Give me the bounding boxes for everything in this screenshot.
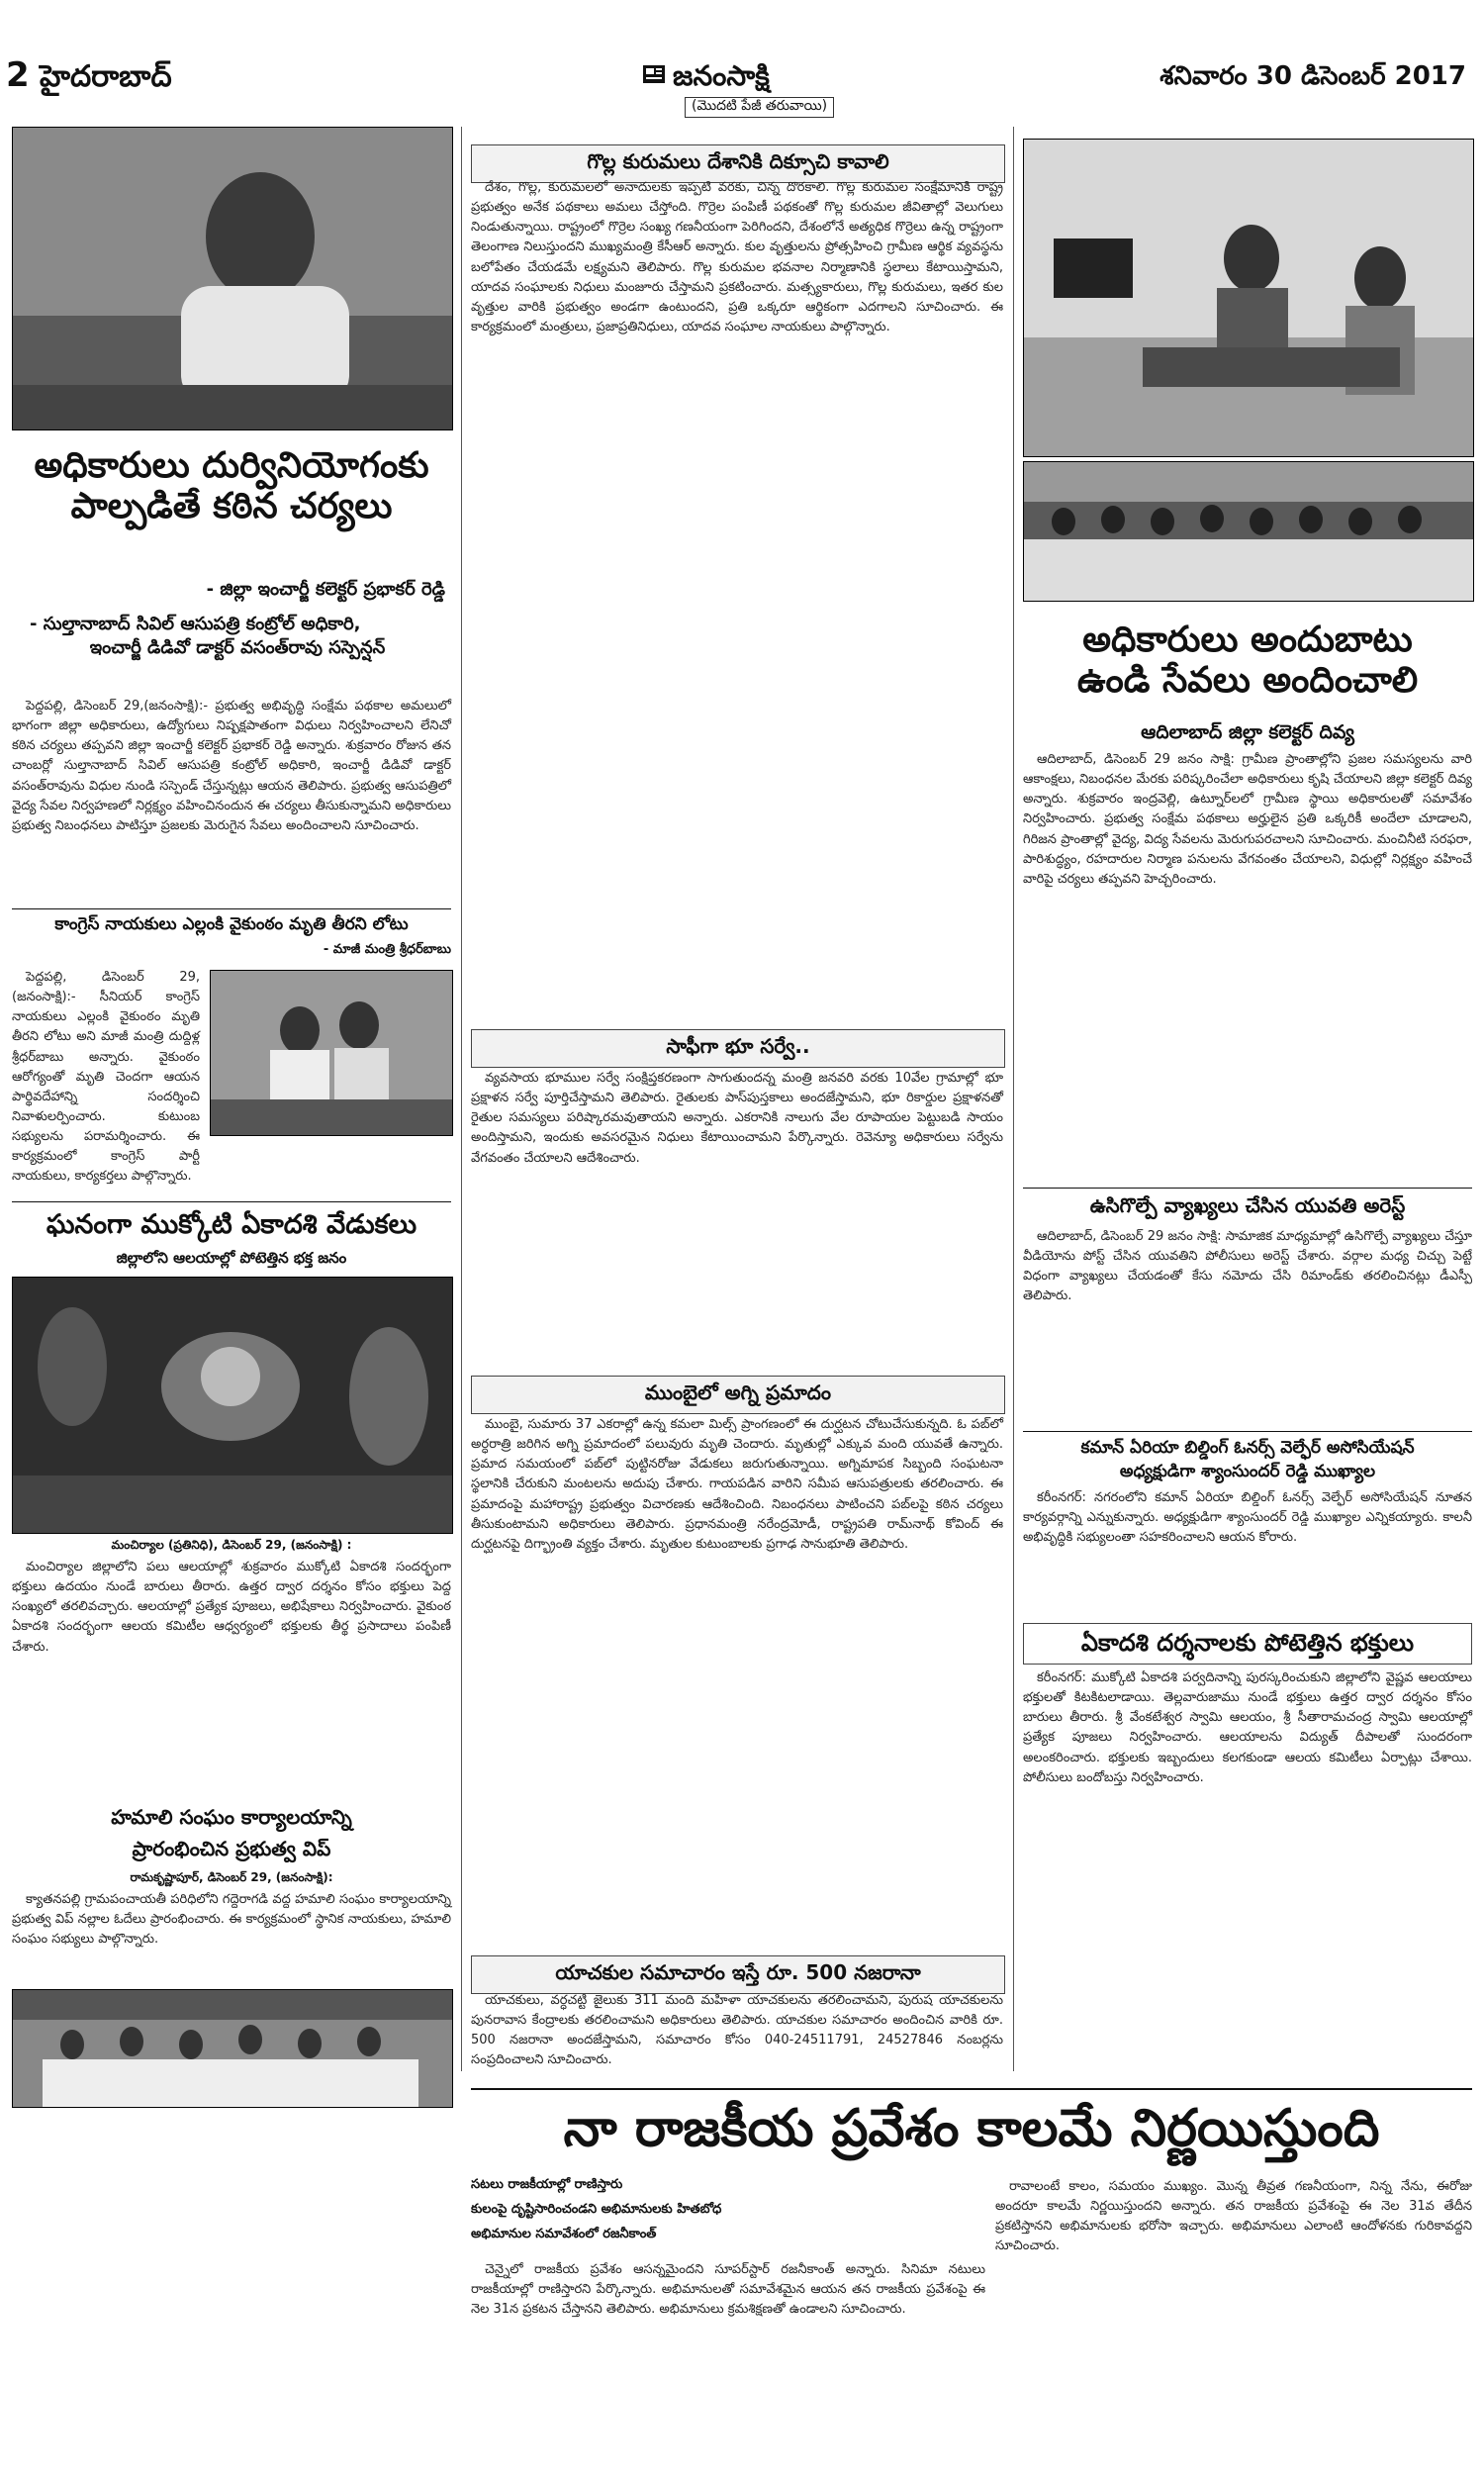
headline-line: అధ్యక్షుడిగా శ్యాంసుందర్ రెడ్డి ముఖ్యాల <box>1119 1461 1376 1481</box>
story-paragraph: పెద్దపల్లి, డిసెంబర్ 29,(జనంసాక్షి):- సీనియర్ కాంగ్రెస్ నాయకులు ఎల్లంకి వైకుంఠం మృతి తీరని లోటు అని మాజీ మంత్రి దుద్దిళ్ల శ్రీధర్‌బాబు అన్నారు. వైకుంఠం ఆరోగ్యంతో మృతి చెందగా ఆయన పార్థివదేహాన్ని సందర్శించి నివాళులర్పించారు. కుటుంబ సభ్యులను పరామర్శించారు. ఈ కార్యక్రమంలో కాంగ్రెస్ పార్టీ నాయకులు, కార్యకర్తలు పాల్గొన్నారు. <box>12 970 200 1185</box>
meeting-photo <box>1023 461 1474 602</box>
bottom-subheads <box>471 2177 985 2243</box>
ekadasi-story <box>12 1558 451 1791</box>
hamali-story <box>12 1890 451 1979</box>
collector-office-photo <box>1023 139 1474 457</box>
assoc-title <box>1023 1437 1472 1484</box>
headline-line: అధికారులు దుర్వినియోగంకు <box>34 445 429 486</box>
collector-photo <box>12 127 453 430</box>
divider <box>1023 1431 1472 1432</box>
bottom-story-right <box>995 2177 1472 2458</box>
logo-tagline: (మొదటి పేజీ తరువాయి) <box>685 97 834 118</box>
story-paragraph: క్యాతనపల్లి గ్రామపంచాయతీ పరిధిలోని గద్దెరాగడి వద్ద హమాలి సంఘం కార్యాలయాన్ని ప్రభుత్వ విప్ నల్లాల ఓదేలు ప్రారంభించారు. ఈ కార్యక్రమంలో స్థానిక నాయకులు, హమాలి సంఘం సభ్యులు పాల్గొన్నారు. <box>12 1892 451 1948</box>
divider <box>1023 1188 1472 1189</box>
byline: - సుల్తానాబాద్ సివిల్ ఆసుపత్రి కంట్రోల్ అధికారి, <box>30 614 361 635</box>
survey-title: సాఫీగా భూ సర్వే.. <box>471 1029 1005 1068</box>
headline-line: అధికారులు అందుబాటు <box>1082 619 1413 660</box>
story-paragraph: వ్యవసాయ భూముల సర్వే సంక్షిప్తకరణంగా సాగుతుందన్న మంత్రి జనవరి వరకు 10వేల గ్రామాల్లో భూ ప్రక్షాళన సర్వే పూర్తిచేస్తామని తెలిపారు. రైతులకు పాస్‌పుస్తకాలు అందజేస్తామని, భూ రికార్డుల ప్రక్షాళనతో రైతుల సమస్యలు పరిష్కారమవుతాయని అన్నారు. ఎకరానికి నాలుగు వేల రూపాయల పెట్టుబడి సాయం అందిస్తామని, ఇందుకు అవసరమైన నిధులు కేటాయించామని పేర్కొన్నారు. రెవెన్యూ అధికారులు సర్వేను వేగవంతం చేయాలని ఆదేశించారు. <box>471 1071 1003 1166</box>
left-main-headline <box>12 445 451 527</box>
darshan-title: ఏకాదశి దర్శనాలకు పోటెత్తిన భక్తులు <box>1023 1623 1472 1665</box>
right-story-body <box>1023 750 1472 1186</box>
story-paragraph: కరీంనగర్: ముక్కోటి ఏకాదశి పర్వదినాన్ని పురస్కరించుకుని జిల్లాలోని వైష్ణవ ఆలయాలు భక్తులతో కిటకిటలాడాయి. తెల్లవారుజాము నుండే భక్తులు ఉత్తర ద్వార దర్శనం కోసం బారులు తీరారు. శ్రీ వేంకటేశ్వర స్వామి ఆలయం, శ్రీ సీతారామచంద్ర స్వామి ఆలయాల్లో ప్రత్యేక పూజలు నిర్వహించారు. ఆలయాలను విద్యుత్ దీపాలతో సుందరంగా అలంకరించారు. భక్తులకు ఇబ్బందులు కలగకుండా ఆలయ కమిటీలు ఏర్పాట్లు చేశాయి. పోలీసులు బందోబస్తు నిర్వహించారు. <box>1023 1670 1472 1785</box>
headline-line: ఉండి సేవలు అందించాలి <box>1076 660 1419 702</box>
right-main-headline <box>1023 619 1472 702</box>
congress-photo <box>210 970 453 1136</box>
ekadasi-dateline: మంచిర్యాల (ప్రతినిధి), డిసెంబర్ 29, (జనంసాక్షి) : <box>111 1538 352 1552</box>
info-title: యాచకుల సమాచారం ఇస్తే రూ. 500 నజరానా <box>471 1955 1005 1994</box>
subhead: సటలు రాజకీయాల్లో రాణిస్తారు <box>471 2177 623 2192</box>
subhead: కులంపై దృష్టిసారించండని అభిమానులకు హితబోధ <box>471 2201 722 2217</box>
hamali-dateline: రామకృష్ణాపూర్, డిసెంబర్ 29, (జనంసాక్షి): <box>130 1870 333 1884</box>
congress-byline: - మాజీ మంత్రి శ్రీధర్‌బాబు <box>323 942 451 957</box>
column-divider <box>1013 127 1014 2071</box>
ekadasi-photo <box>12 1277 453 1534</box>
divider <box>471 2088 1472 2090</box>
left-story-body <box>12 697 451 904</box>
fire-title: ముంబైలో అగ్ని ప్రమాదం <box>471 1376 1005 1414</box>
story-paragraph: మంచిర్యాల జిల్లాలోని పలు ఆలయాల్లో శుక్రవారం ముక్కోటి ఏకాదశి సందర్భంగా భక్తులు ఉదయం నుండే బారులు తీరారు. ఉత్తర ద్వార దర్శనం కోసం భక్తులు పెద్ద సంఖ్యలో తరలివచ్చారు. ఆలయాల్లో ప్రత్యేక పూజలు, అభిషేకాలు నిర్వహించారు. వైకుంఠ ఏకాదశి సందర్భంగా ఆలయ కమిటీల ఆధ్వర్యంలో భక్తులకు తీర్థ ప్రసాదాలు పంపిణీ చేశారు. <box>12 1560 451 1655</box>
story-paragraph: ముంబై, సుమారు 37 ఎకరాల్లో ఉన్న కమలా మిల్స్ ప్రాంగణంలో ఈ దుర్ఘటన చోటుచేసుకున్నది. ఓ పబ్‌లో అర్ధరాత్రి జరిగిన అగ్ని ప్రమాదంలో పలువురు మృతి చెందారు. మృతుల్లో ఎక్కువ మంది యువతే ఉన్నారు. ప్రమాద సమయంలో పబ్‌లో పుట్టినరోజు వేడుకలు జరుగుతున్నాయి. అగ్నిమాపక సిబ్బంది సంఘటనా స్థలానికి చేరుకుని మంటలను అదుపు చేశారు. గాయపడిన వారిని సమీప ఆసుపత్రులకు తరలించారు. ఈ ప్రమాదంపై మహారాష్ట్ర ప్రభుత్వం విచారణకు ఆదేశించింది. నిబంధనలు పాటించని పబ్‌లపై కఠిన చర్యలు తీసుకుంటామని అధికారులు తెలిపారు. ప్రధానమంత్రి నరేంద్రమోడీ, రాష్ట్రపతి రామ్‌నాథ్ కోవింద్ ఈ దుర్ఘటనపై దిగ్భ్రాంతి వ్యక్తం చేశారు. మృతుల కుటుంబాలకు ప్రగాఢ సానుభూతి తెలిపారు. <box>471 1417 1003 1552</box>
story-paragraph: పెద్దపల్లి, డిసెంబర్ 29,(జనంసాక్షి):- ప్రభుత్వ అభివృద్ధి సంక్షేమ పథకాల అమలులో భాగంగా జిల్లా అధికారులు, ఉద్యోగులు నిష్పక్షపాతంగా విధులు నిర్వహించాలని లేనిచో కఠిన చర్యలు తప్పవని జిల్లా ఇంచార్జీ కలెక్టర్ ప్రభాకర్ రెడ్డి అన్నారు. శుక్రవారం రోజున తన చాంబర్లో సుల్తానాబాద్ సివిల్ ఆసుపత్రి కంట్రోల్ అధికారి, ఇంచార్జీ డిడివో డాక్టర్ వసంత్‌రావును విధుల నుండి సస్పెండ్ చేస్తున్నట్లు ఆయన తెలిపారు. ప్రభుత్వ ఆసుపత్రిలో వైద్య సేవల నిర్వహణలో నిర్లక్ష్యం వహించినందున ఈ చర్యలు తీసుకున్నామని అధికారులు ప్రభుత్వ నిబంధనలు పాటిస్తూ ప్రజలకు మెరుగైన సేవలు అందించాలని సూచించారు. <box>12 699 451 833</box>
masthead <box>0 0 1484 114</box>
subhead: అభిమానుల సమావేశంలో రజనీకాంత్ <box>471 2226 657 2241</box>
arrest-story <box>1023 1227 1472 1425</box>
headline-line: పాల్పడితే కఠిన చర్యలు <box>70 486 393 527</box>
congress-story <box>12 968 200 1185</box>
congress-title: కాంగ్రెస్ నాయకులు ఎల్లంకి వైకుంఠం మృతి తీరని లోటు <box>54 914 409 934</box>
story-paragraph: యాచకులు, వర్ధచట్టి జైలుకు 311 మంది మహిళా యాచకులను తరలించామని, పురుష యాచకులను పునరావాస కేంద్రాలకు తరలించామని అధికారులు తెలిపారు. యాచకుల సమాచారం అందించిన వారికి రూ. 500 నజరానా అందజేస్తామని, సమాచారం కోసం 040-24511791, 24527846 నంబర్లను సంప్రదించాలని సూచించారు. <box>471 1993 1003 2068</box>
bottom-headline: నా రాజకీయ ప్రవేశం కాలమే నిర్ణయిస్తుంది <box>563 2099 1380 2158</box>
newspaper-logo-icon <box>641 61 667 87</box>
left-bylines <box>30 578 445 659</box>
issue-date: శనివారం 30 డిసెంబర్ 2017 <box>1159 61 1466 91</box>
story-paragraph: ఆదిలాబాద్, డిసెంబర్ 29 జనం సాక్షి: గ్రామీణ ప్రాంతాల్లోని ప్రజల సమస్యలను వారి ఆకాంక్షలు, నిబంధనల మేరకు పరిష్కరించేలా అధికారులు కృషి చేయాలని జిల్లా కలెక్టర్ దివ్య అన్నారు. శుక్రవారం ఇంద్రవెల్లి, ఉట్నూర్‌లలో గ్రామీణ స్థాయి అధికారులతో సమావేశం నిర్వహించారు. ప్రభుత్వ సంక్షేమ పథకాలు అర్హులైన ప్రతి ఒక్కరికీ అందేలా చూడాలని, గిరిజన ప్రాంతాల్లో వైద్య, విద్య సేవలను మెరుగుపరచాలని సూచించారు. మంచినీటి సరఫరా, పారిశుద్ధ్యం, రహదారుల నిర్మాణ పనులను వేగవంతం చేయాలని, విధుల్లో నిర్లక్ష్యం వహించే వారిపై చర్యలు తప్పవని హెచ్చరించారు. <box>1023 752 1472 887</box>
story-paragraph: రావాలంటే కాలం, సమయం ముఖ్యం. మొన్న తీవ్రత గణనీయంగా, నిన్న నేను, ఈరోజు అందరూ కాలమే నిర్ణయిస్తుందని అన్నారు. తన రాజకీయ ప్రవేశంపై ఈ నెల 31వ తేదీన ప్రకటిస్తానని అభిమానులకు భరోసా ఇచ్చారు. అభిమానులు ఎలాంటి ఆందోళనకు గురికావద్దని సూచించారు. <box>995 2179 1472 2254</box>
golla-story <box>471 178 1003 1019</box>
byline: - జిల్లా ఇంచార్జీ కలెక్టర్ ప్రభాకర్ రెడ్డి <box>206 579 445 600</box>
headline-line: కమాన్ ఏరియా బిల్డింగ్ ఓనర్స్ వెల్ఫేర్ అసోసియేషన్ <box>1080 1438 1415 1458</box>
arrest-title: ఉసిగొల్పే వ్యాఖ్యలు చేసిన యువతి అరెస్ట్ <box>1089 1193 1406 1217</box>
ekadasi-subtitle: జిల్లాలోని ఆలయాల్లో పోటెత్తిన భక్త జనం <box>116 1249 347 1267</box>
info-story <box>471 1991 1003 2080</box>
divider <box>12 1201 451 1202</box>
headline-line: ప్రారంభించిన ప్రభుత్వ విప్ <box>132 1837 331 1860</box>
headline-line: హమాలి సంఘం కార్యాలయాన్ని <box>111 1805 352 1829</box>
story-paragraph: దేశం, గొల్ల, కురుమలలో అనాదులకు ఇప్పటి వరకు, చిన్న దొరకాలి. గొల్ల కురుమల సంక్షేమానికి రాష్ట్ర ప్రభుత్వం అనేక పథకాలు అమలు చేస్తోంది. గొర్రెల పంపిణీ పథకంతో గొల్ల కురుమల జీవితాల్లో వెలుగులు నిండుతున్నాయి. రాష్ట్రంలో గొర్రెల సంఖ్య గణనీయంగా పెరిగిందని, దేశంలోనే అత్యధిక గొర్రెలు ఉన్న రాష్ట్రంగా తెలంగాణ నిలుస్తుందని ముఖ్యమంత్రి కేసీఆర్ అన్నారు. కుల వృత్తులను ప్రోత్సహించి గ్రామీణ ఆర్థిక వ్యవస్థను బలోపేతం చేయడమే లక్ష్యమని తెలిపారు. గొల్ల కురుమల భవనాల నిర్మాణానికి స్థలాలు కేటాయిస్తామని, యాదవ సంఘాలకు నిధులు మంజూరు చేస్తామని ప్రకటించారు. మత్స్యకారులు, గొల్ల కురుమలు, ఇతర కుల వృత్తుల వారికి ప్రభుత్వం అండగా ఉంటుందని, ప్రతి ఒక్కరూ ఆర్థికంగా ఎదగాలని సూచించారు. ఈ కార్యక్రమంలో మంత్రులు, ప్రజాప్రతినిధులు, యాదవ సంఘాల నాయకులు పాల్గొన్నారు. <box>471 180 1003 334</box>
hamali-title <box>12 1801 451 1864</box>
divider <box>12 908 451 909</box>
congress-story-cont <box>12 1138 451 1199</box>
story-paragraph: కరీంనగర్: నగరంలోని కమాన్ ఏరియా బిల్డింగ్ ఓనర్స్ వెల్ఫేర్ అసోసియేషన్ నూతన కార్యవర్గాన్ని ఎన్నుకున్నారు. అధ్యక్షుడిగా శ్యాంసుందర్ రెడ్డి ముఖ్యాల ఎన్నికయ్యారు. కాలనీ అభివృద్ధికి సభ్యులంతా సహకరించాలని ఆయన కోరారు. <box>1023 1490 1472 1546</box>
hamali-photo <box>12 1989 453 2108</box>
newspaper-logo: జనంసాక్షి <box>673 59 770 92</box>
story-paragraph: చెన్నైలో రాజకీయ ప్రవేశం ఆసన్నమైందని సూపర్‌స్టార్ రజనీకాంత్ అన్నారు. సినిమా నటులు రాజకీయాల్లో రాణిస్తారని పేర్కొన్నారు. అభిమానులతో సమావేశమైన ఆయన తన రాజకీయ ప్రవేశంపై ఈ నెల 31న ప్రకటన చేస్తానని తెలిపారు. అభిమానులు క్రమశిక్షణతో ఉండాలని సూచించారు. <box>471 2262 985 2318</box>
darshan-story <box>1023 1668 1472 2084</box>
page-city: హైదరాబాద్ <box>40 59 172 94</box>
assoc-story <box>1023 1488 1472 1607</box>
ekadasi-title: ఘనంగా ముక్కోటి ఏకాదశి వేడుకలు <box>46 1209 417 1240</box>
survey-story <box>471 1069 1003 1366</box>
column-divider <box>461 127 462 2071</box>
golla-title: గొల్ల కురుమలు దేశానికి దిక్సూచి కావాలి <box>471 144 1005 183</box>
bottom-story-left <box>471 2260 985 2458</box>
right-byline: ఆదిలాబాద్ జిల్లా కలెక్టర్ దివ్య <box>1141 721 1354 743</box>
fire-story <box>471 1415 1003 1950</box>
byline: ఇంచార్జీ డిడివో డాక్టర్ వసంత్‌రావు సస్పెన్షన్ <box>89 636 386 658</box>
story-paragraph: ఆదిలాబాద్, డిసెంబర్ 29 జనం సాక్షి: సామాజిక మాధ్యమాల్లో ఉసిగొల్పే వ్యాఖ్యలు చేస్తూ వీడియోను పోస్ట్ చేసిన యువతిని పోలీసులు అరెస్ట్ చేశారు. వర్గాల మధ్య చిచ్చు పెట్టే విధంగా వ్యాఖ్యలు చేయడంతో కేసు నమోదు చేసి రిమాండ్‌కు తరలించినట్లు డీఎస్పీ తెలిపారు. <box>1023 1229 1472 1304</box>
page-number: 2 <box>6 55 30 95</box>
